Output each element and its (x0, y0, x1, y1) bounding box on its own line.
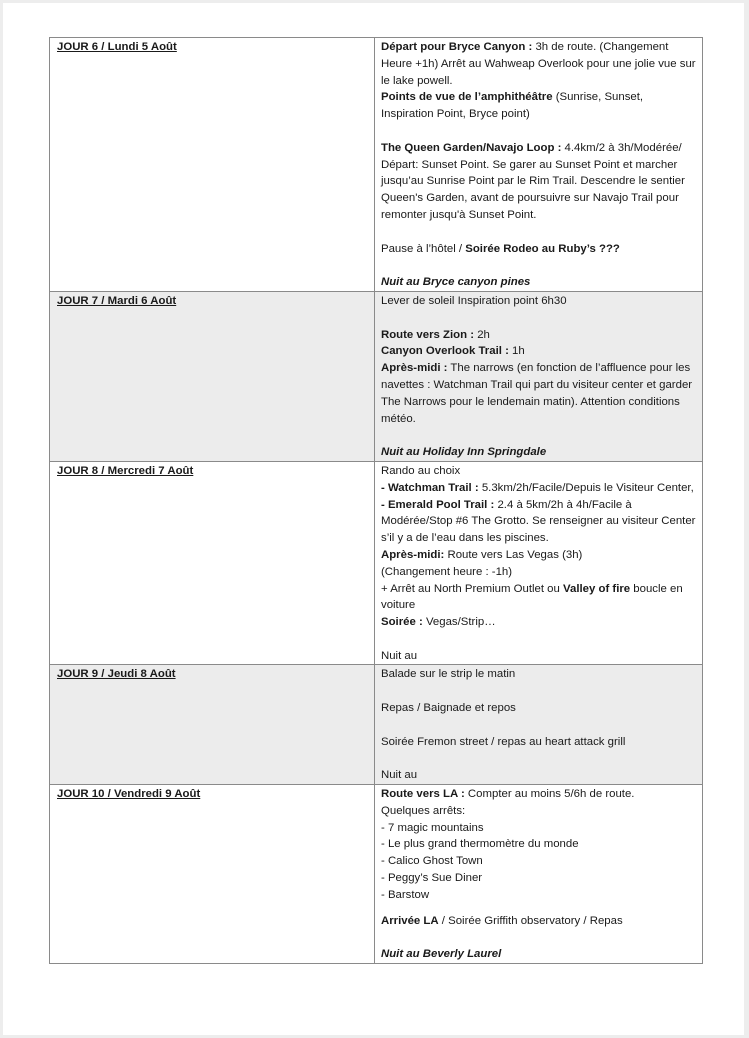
plan-paragraph (381, 241, 696, 258)
plan-text: Soirée Fremon street / repas au heart attack grill (381, 735, 626, 748)
plan-paragraph (381, 39, 696, 89)
day-label: JOUR 7 / Mardi 6 Août (57, 294, 177, 307)
plan-heading: - Emerald Pool Trail : (381, 498, 495, 511)
plan-paragraph (381, 547, 696, 564)
plan-paragraph (381, 343, 696, 360)
plan-paragraph (381, 614, 696, 631)
plan-heading: Route vers Zion : (381, 328, 475, 341)
plan-cell (375, 785, 703, 964)
plan-text: Balade sur le strip le matin (381, 668, 516, 681)
plan-text: Repas / Baignade et repos (381, 702, 516, 715)
plan-paragraph (381, 89, 696, 123)
day-cell (50, 291, 375, 461)
plan-text: 1h (508, 345, 525, 358)
itinerary-table (49, 37, 703, 964)
plan-text: The narrows (en fonction de l’affluence pour les navettes : Watchman Trail qui part du visiteur center et garder The Narrows pour le lendemain matin). Attention conditions météo. (381, 362, 693, 425)
plan-text: (Sunrise, Sunset, Inspiration Point, Bryce point) (381, 91, 644, 121)
stop-item: - 7 magic mountains (381, 821, 484, 834)
plan-heading: Route vers LA : (381, 788, 465, 801)
table-row-day-9 (50, 665, 703, 785)
plan-text: 2.4 à 5km/2h à 4h/Facile à Modérée/Stop #6 The Grotto. Se renseigner au visiteur Center s’il y a de l’eau dans les piscines. (381, 498, 696, 545)
plan-text: Quelques arrêts: (381, 804, 466, 817)
plan-paragraph (381, 480, 696, 497)
night-label: Nuit au Bryce canyon pines (381, 276, 531, 289)
table-row-day-7 (50, 291, 703, 461)
plan-text: Pause à l’hôtel / (381, 242, 466, 255)
plan-heading: Après-midi: (381, 548, 445, 561)
table-row-day-10 (50, 785, 703, 964)
plan-text: 2h (474, 328, 490, 341)
plan-text: Vegas/Strip… (422, 616, 496, 629)
plan-text: boucle en voiture (381, 582, 683, 612)
plan-text: 5.3km/2h/Facile/Depuis le Visiteur Center, (478, 481, 694, 494)
stop-item: - Peggy’s Sue Diner (381, 872, 483, 885)
table-row-day-8 (50, 461, 703, 665)
day-label: JOUR 6 / Lundi 5 Août (57, 41, 177, 53)
night-label: Nuit au Holiday Inn Springdale (381, 446, 547, 459)
plan-paragraph (381, 786, 696, 803)
plan-paragraph (381, 360, 696, 427)
night-label: Nuit au (381, 649, 418, 662)
table-row-day-6 (50, 38, 703, 292)
plan-heading: Après-midi : (381, 362, 448, 375)
plan-cell (375, 665, 703, 785)
plan-paragraph (381, 327, 696, 344)
plan-text: Compter au moins 5/6h de route. (464, 788, 635, 801)
plan-heading: - Watchman Trail : (381, 481, 479, 494)
plan-text: (Changement heure : -1h) (381, 565, 513, 578)
plan-cell (375, 291, 703, 461)
plan-text: Se garer au Sunset Point et marcher jusqu’au Sunrise Point par le Rim Trail. Descendre le sentier Queen's Garden, avant de poursuivre sur Navajo Trail pour remonter jusqu'à Sunset Point. (381, 158, 685, 221)
plan-heading: Points de vue de l’amphithéâtre (381, 91, 553, 104)
plan-text: 4.4km/2 à 3h/Modérée/ Départ: Sunset Point. (381, 141, 682, 171)
night-label: Nuit au (381, 769, 418, 782)
day-cell (50, 38, 375, 292)
plan-heading: Valley of fire (563, 582, 631, 595)
plan-heading: Départ pour Bryce Canyon : (381, 41, 533, 53)
day-cell (50, 461, 375, 665)
plan-heading: Soirée : (381, 616, 423, 629)
stop-item: - Le plus grand thermomètre du monde (381, 838, 579, 851)
plan-paragraph (381, 497, 696, 547)
plan-text: Rando au choix (381, 464, 461, 477)
plan-heading: The Queen Garden/Navajo Loop : (381, 141, 562, 154)
plan-text: / Soirée Griffith observatory / Repas (438, 914, 623, 927)
plan-heading: Soirée Rodeo au Ruby’s ??? (465, 242, 620, 255)
plan-heading: Arrivée LA (381, 914, 439, 927)
plan-text: Route vers Las Vegas (3h) (444, 548, 583, 561)
plan-text: 3h de route. (Changement Heure +1h) Arrêt au Wahweap Overlook pour une jolie vue sur le lake powell. (381, 41, 696, 87)
plan-text: + Arrêt au North Premium Outlet ou (381, 582, 564, 595)
plan-paragraph (381, 581, 696, 615)
day-cell (50, 785, 375, 964)
plan-paragraph (381, 140, 696, 224)
stop-item: - Barstow (381, 888, 430, 901)
plan-text: Lever de soleil Inspiration point 6h30 (381, 294, 567, 307)
plan-paragraph (381, 913, 696, 930)
plan-heading: Canyon Overlook Trail : (381, 345, 509, 358)
day-cell (50, 665, 375, 785)
night-label: Nuit au Beverly Laurel (381, 948, 502, 961)
day-label: JOUR 9 / Jeudi 8 Août (57, 668, 176, 681)
plan-cell (375, 461, 703, 665)
day-label: JOUR 8 / Mercredi 7 Août (57, 464, 194, 477)
day-label: JOUR 10 / Vendredi 9 Août (57, 788, 201, 801)
document-page (3, 3, 744, 1035)
stop-item: - Calico Ghost Town (381, 855, 483, 868)
plan-cell (375, 38, 703, 292)
